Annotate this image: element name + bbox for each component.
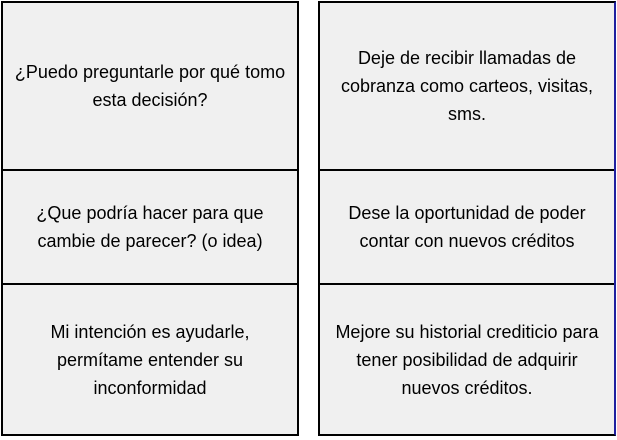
- card-benefit-credit-history: [320, 285, 614, 434]
- card-text: Deje de recibir llamadas de cobranza como carteos, visitas, sms.: [340, 48, 594, 124]
- card-text: ¿Que podría hacer para que cambie de parecer? (o idea): [36, 203, 264, 251]
- card-text: Mejore su historial crediticio para tener posibilidad de adquirir nuevos créditos.: [335, 321, 599, 398]
- card-text: Dese la oportunidad de poder contar con nuevos créditos: [348, 203, 586, 251]
- card-question-reason: [3, 3, 297, 171]
- left-question-column: [1, 1, 299, 436]
- card-benefit-new-credits: [320, 171, 614, 285]
- card-intention-help: [3, 285, 297, 434]
- card-text: ¿Puedo preguntarle por qué tomo esta decisión?: [14, 62, 286, 110]
- card-question-change-mind: [3, 171, 297, 285]
- card-text: Mi intención es ayudarle, permítame entender su inconformidad: [50, 321, 250, 398]
- card-benefit-stop-calls: [320, 3, 614, 171]
- right-benefit-column: [318, 1, 616, 436]
